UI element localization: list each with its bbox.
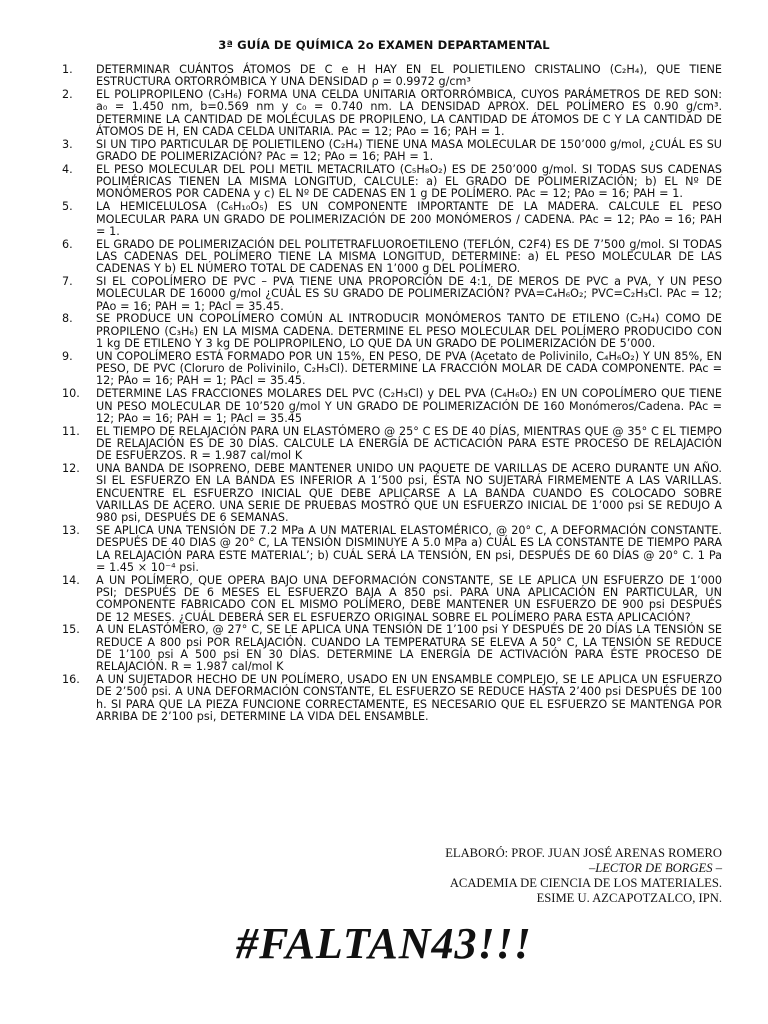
question-text: EL GRADO DE POLIMERIZACIÓN DEL POLITETRAFLUOROETILENO (TEFLÓN, C2F4) ES DE 7’500 g/mol. SI TODAS LAS CADENAS DEL POLÍMERO TIENE LA MISMA LONGITUD, DETERMINE: a) EL PESO MOLECULAR DE LAS CADENAS Y b) EL NÚMERO TOTAL DE CADENAS EN 1’000 g DEL POLÍMERO. bbox=[96, 237, 722, 276]
question-text: A UN ELASTÓMERO, @ 27° C, SE LE APLICA UNA TENSIÓN DE 1’100 psi Y DESPUÉS DE 20 DÍAS LA TENSIÓN SE REDUCE A 800 psi POR RELAJACIÓN. CUANDO LA TEMPERATURA SE ELEVA A 50° C, LA TENSIÓN SE REDUCE DE 1’100 psi A 500 psi EN 30 DÍAS. DETERMINE LA ENERGÍA DE ACTIVACIÓN PARA ÉSTE PROCESO DE RELAJACIÓN. R = 1.987 cal/mol K bbox=[96, 623, 722, 674]
question-number: 9. bbox=[62, 349, 73, 363]
question-item bbox=[62, 525, 722, 574]
signature-author: ELABORÓ: PROF. JUAN JOSÉ ARENAS ROMERO bbox=[445, 846, 722, 860]
question-item bbox=[62, 276, 722, 313]
question-number: 11. bbox=[62, 424, 80, 438]
question-number: 5. bbox=[62, 200, 73, 214]
question-item bbox=[62, 64, 722, 89]
question-number: 2. bbox=[62, 88, 73, 102]
question-text: A UN SUJETADOR HECHO DE UN POLÍMERO, USADO EN UN ENSAMBLE COMPLEJO, SE LE APLICA UN ESFUERZO DE 2’500 psi. A UNA DEFORMACIÓN CONSTANTE, EL ESFUERZO SE REDUCE HASTA 2’400 psi DESPUÉS DE 100 h. SI PARA QUE LA PIEZA FUNCIONE CORRECTAMENTE, ES NECESARIO QUE EL ESFUERZO SE MANTENGA POR ARRIBA DE 2’100 psi, DETERMINE LA VIDA DEL ENSAMBLE. bbox=[96, 673, 722, 723]
question-number: 1. bbox=[62, 63, 73, 76]
question-text: UNA BANDA DE ISOPRENO, DEBE MANTENER UNIDO UN PAQUETE DE VARILLAS DE ACERO DURANTE UN AÑO. SI EL ESFUERZO EN LA BANDA ES INFERIOR A 1’500 psi, ÉSTA NO SUJETARÁ FIRMEMENTE A LAS VARILLAS. ENCUENTRE EL ESFUERZO INICIAL QUE DEBE APLICARSE A LA BANDA CUANDO ES COLOCADO SOBRE VARILLAS DE ACERO. UNA SERIE DE PRUEBAS MOSTRÓ QUE UN ESFUERZO INICIAL DE 1’000 psi SE REDUJO A 980 psi, DESPUÉS DE 6 SEMANAS. bbox=[96, 462, 722, 525]
question-text: EL TIEMPO DE RELAJACIÓN PARA UN ELASTÓMERO @ 25° C ES DE 40 DÍAS, MIENTRAS QUE @ 35° C EL TIEMPO DE RELAJACIÓN ES DE 30 DÍAS. CALCULE LA ENERGÍA DE ACTICACIÓN PARA ESTE PROCESO DE RELAJACIÓN DE ESFUERZOS. R = 1.987 cal/mol K bbox=[96, 424, 722, 463]
question-text: UN COPOLÍMERO ESTÁ FORMADO POR UN 15%, EN PESO, DE PVA (Acetato de Polivinilo, C₄H₆O₂) Y UN 85%, EN PESO, DE PVC (Cloruro de Polivinilo, C₂H₃Cl). DETERMINE LA FRACCIÓN MOLAR DE CADA COMPONENTE. PAc = 12; PAo = 16; PAH = 1; PAcl = 35.45. bbox=[96, 349, 722, 388]
question-text: LA HEMICELULOSA (C₆H₁₀O₅) ES UN COMPONENTE IMPORTANTE DE LA MADERA. CALCULE EL PESO MOLECULAR PARA UN GRADO DE POLIMERIZACIÓN DE 200 MONÓMEROS / CADENA. PAc = 12; PAo = 16; PAH = 1. bbox=[96, 200, 722, 238]
question-number: 16. bbox=[62, 673, 80, 687]
question-text: A UN POLÍMERO, QUE OPERA BAJO UNA DEFORMACIÓN CONSTANTE, SE LE APLICA UN ESFUERZO DE 1’000 PSI; DESPUÉS DE 6 MESES EL ESFUERZO BAJA A 850 psi. PARA UNA APLICACIÓN EN PARTICULAR, UN COMPONENTE FABRICADO CON EL MISMO POLÍMERO, DEBE MANTENER UN ESFUERZO DE 900 psi DESPUÉS DE 12 MESES. ¿CUÁL DEBERÁ SER EL ESFUERZO ORIGINAL SOBRE EL POLÍMERO PARA ESTA APLICACIÓN? bbox=[96, 573, 722, 624]
slogan-text: #FALTAN43!!! bbox=[236, 919, 532, 968]
question-text: SE APLICA UNA TENSIÓN DE 7.2 MPa A UN MATERIAL ELASTOMÉRICO, @ 20° C, A DEFORMACIÓN CONSTANTE. DESPUÉS DE 40 DIAS @ 20° C, LA TENSIÓN DISMINUYE A 5.0 MPa a) CUÁL ES LA CONSTANTE DE TIEMPO PARA LA RELAJACIÓN PARA ESTE MATERIAL’; b) CUÁL SERÁ LA TENSIÓN, EN psi, DESPUÉS DE 60 DÍAS @ 20° C. 1 Pa = 1.45 × 10⁻⁴ psi. bbox=[96, 523, 722, 574]
document-title: 3ª GUÍA DE QUÍMICA 2o EXAMEN DEPARTAMENTAL bbox=[218, 38, 550, 52]
question-number: 6. bbox=[62, 237, 73, 251]
question-item bbox=[62, 313, 722, 350]
question-item bbox=[62, 239, 722, 276]
question-text: SI EL COPOLÍMERO DE PVC – PVA TIENE UNA PROPORCIÓN DE 4:1, DE MEROS DE PVC a PVA, Y UN PESO MOLECULAR DE 16000 g/mol ¿CUÁL ES SU GRADO DE POLIMERIZACIÓN? PVA=C₄H₆O₂; PVC=C₂H₃Cl. PAc = 12; PAo = 16; PAH = 1; PAcl = 35.45. bbox=[96, 275, 722, 313]
signature-subtitle: –LECTOR DE BORGES – bbox=[588, 861, 722, 875]
question-number: 10. bbox=[62, 387, 80, 401]
question-text: SI UN TIPO PARTICULAR DE POLIETILENO (C₂H₄) TIENE UNA MASA MOLECULAR DE 150’000 g/mol, ¿CUÁL ES SU GRADO DE POLIMERIZACIÓN? PAc = 12; PAo = 16; PAH = 1. bbox=[96, 137, 722, 164]
question-item bbox=[62, 575, 722, 624]
question-number: 4. bbox=[62, 162, 73, 176]
question-item bbox=[62, 201, 722, 238]
question-text: DETERMINE LAS FRACCIONES MOLARES DEL PVC (C₂H₃Cl) y DEL PVA (C₄H₆O₂) EN UN COPOLÍMERO QUE TIENE UN PESO MOLECULAR DE 10’520 g/mol Y UN GRADO DE POLIMERIZACIÓN DE 160 Monómeros/Cadena. PAc = 12; PAo = 16; PAH = 1; PAcl = 35.45 bbox=[96, 387, 722, 425]
question-number: 12. bbox=[62, 462, 80, 475]
signature-school: ESIME U. AZCAPOTZALCO, IPN. bbox=[536, 891, 722, 905]
question-number: 3. bbox=[62, 137, 73, 151]
signature-block bbox=[445, 846, 722, 906]
question-list bbox=[62, 64, 722, 724]
question-item bbox=[62, 89, 722, 138]
question-number: 7. bbox=[62, 275, 73, 289]
question-item bbox=[62, 388, 722, 425]
question-item bbox=[62, 674, 722, 723]
question-text: DETERMINAR CUÁNTOS ÁTOMOS DE C e H HAY EN EL POLIETILENO CRISTALINO (C₂H₄), QUE TIENE ESTRUCTURA ORTORRÓMBICA Y UNA DENSIDAD ρ = 0.9972 g/cm³ bbox=[96, 63, 722, 89]
question-text: EL PESO MOLECULAR DEL POLI METIL METACRILATO (C₅H₈O₂) ES DE 250’000 g/mol. SI TODAS SUS CADENAS POLIMÉRICAS TIENEN LA MISMA LONGITUD, CALCULE: a) EL GRADO DE POLIMERIZACIÓN; b) EL Nº DE MONÓMEROS POR CADENA y c) EL Nº DE CADENAS EN 1 g DE POLÍMERO. PAc = 12; PAo = 16; PAH = 1. bbox=[96, 162, 722, 201]
signature-academy: ACADEMIA DE CIENCIA DE LOS MATERIALES. bbox=[449, 876, 722, 890]
question-number: 8. bbox=[62, 312, 73, 326]
question-number: 13. bbox=[62, 523, 80, 537]
question-item bbox=[62, 624, 722, 673]
question-item bbox=[62, 463, 722, 524]
question-text: EL POLIPROPILENO (C₃H₆) FORMA UNA CELDA UNITARIA ORTORRÓMBICA, CUYOS PARÁMETROS DE RED SON: a₀ = 1.450 nm, b=0.569 nm y c₀ = 0.740 nm. LA DENSIDAD APROX. DEL POLÍMERO ES 0.90 g/cm³. DETERMINE LA CANTIDAD DE MOLÉCULAS DE PROPILENO, LA CANTIDAD DE ÁTOMOS DE C Y LA CANTIDAD DE ÁTOMOS DE H, EN CADA CELDA UNITARIA. PAc = 12; PAo = 16; PAH = 1. bbox=[96, 88, 722, 138]
question-text: SE PRODUCE UN COPOLÍMERO COMÚN AL INTRODUCIR MONÓMEROS TANTO DE ETILENO (C₂H₄) COMO DE PROPILENO (C₃H₆) EN LA MISMA CADENA. DETERMINE EL PESO MOLECULAR DEL POLÍMERO PRODUCIDO CON 1 kg DE ETILENO Y 3 kg DE POLIPROPILENO, LO QUE DA UN GRADO DE POLIMERIZACIÓN DE 5’000. bbox=[96, 312, 722, 351]
question-number: 15. bbox=[62, 623, 80, 637]
question-item bbox=[62, 139, 722, 164]
question-item bbox=[62, 351, 722, 388]
question-item bbox=[62, 426, 722, 463]
question-number: 14. bbox=[62, 573, 80, 587]
question-item bbox=[62, 164, 722, 201]
